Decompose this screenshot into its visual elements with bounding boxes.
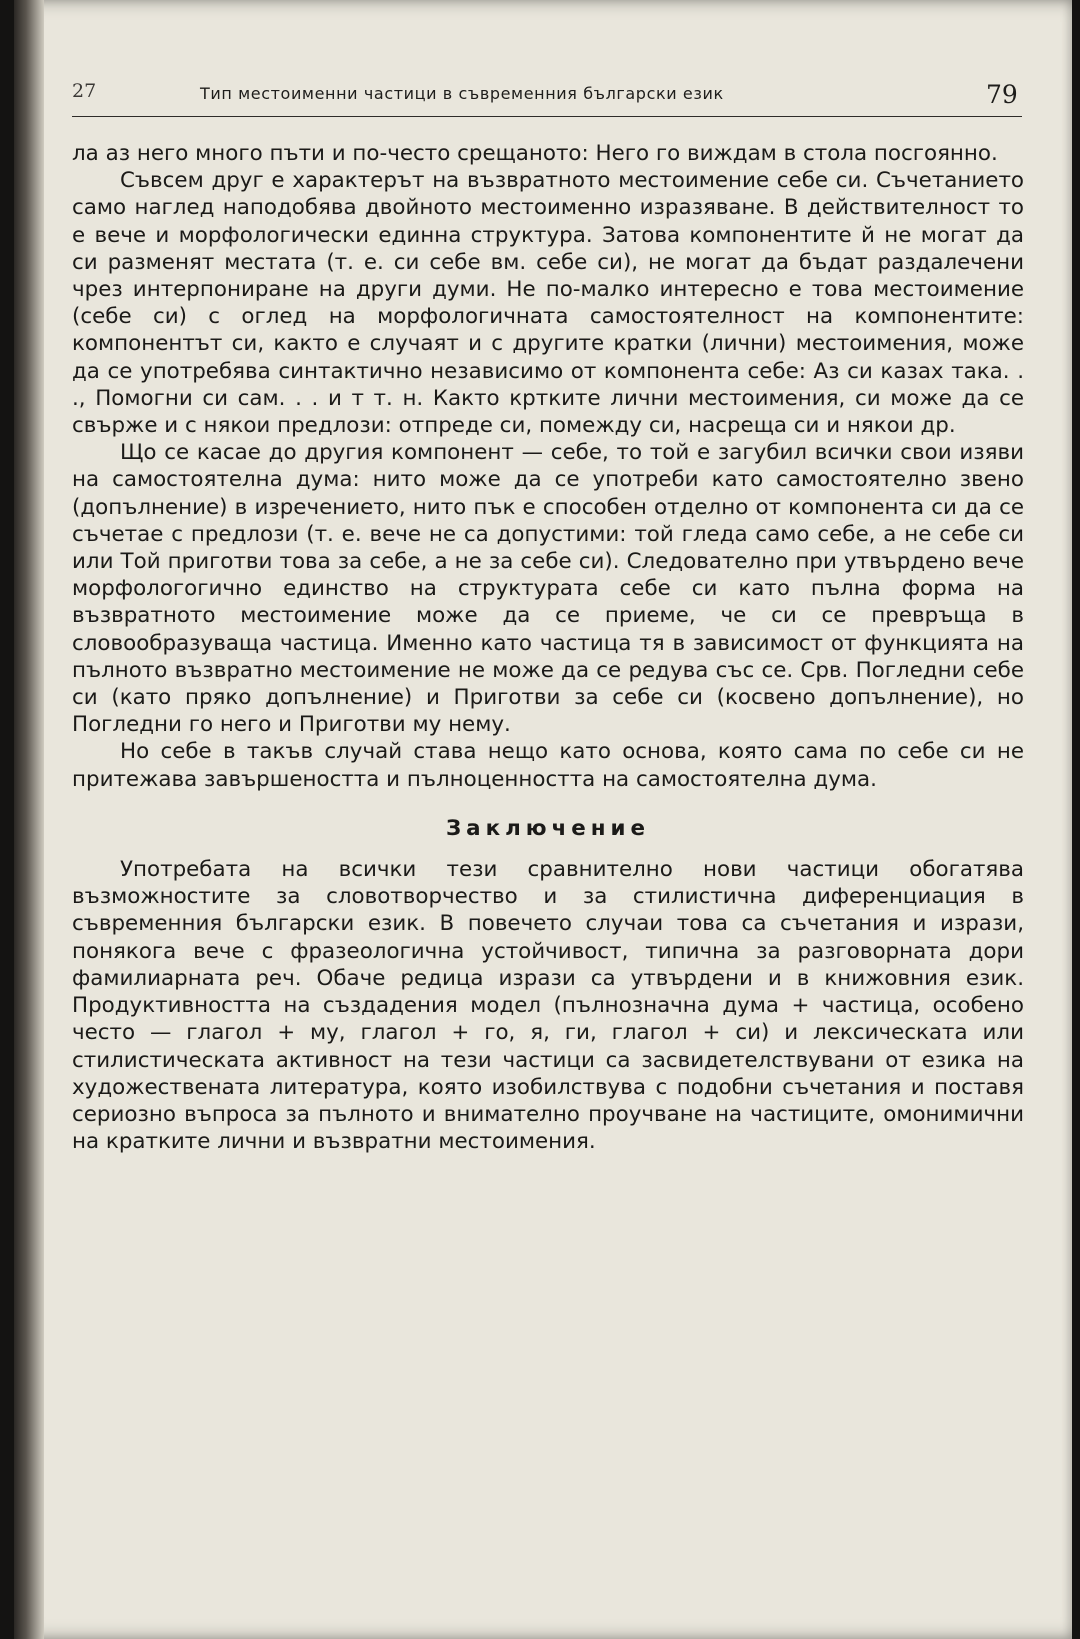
book-spine-shadow [14, 0, 44, 1639]
body-text [72, 140, 1024, 1155]
paragraph: Що се касае до другия компонент — себе, то той е загубил всички свои изяви на самостоятелна дума: нито може да се употреби като самостоятелно звено (допълнение) в изречението, нито пък е способен отделно от компонента си да се съчетае с предлози (т. е. вече не са допустими: той гледа само себе, а не себе си или Той приготви това за себе, а не за себе си). Следователно при утвърдено вече морфологогично единство на структурата себе си като пълна форма на възвратното местоимение може да се приеме, че си се превръща в словообразуваща частица. Именно като частица тя в зависимост от функцията на пълното възвратно местоимение не може да се редува със се. Срв. Погледни себе си (като пряко допълнение) и Приготви за себе си (косвено допълнение), но Погледни го него и Приготви му нему. [72, 440, 1024, 738]
paragraph: ла аз него много пъти и по-често срещаното: Него го виждам в стола посгоянно. [72, 141, 998, 166]
header-rule [72, 116, 1022, 117]
page-header [72, 80, 1022, 114]
paragraph: Но себе в такъв случай става нещо като основа, която сама по себе си не притежава завършеността и пълноценността на самостоятелна дума. [72, 739, 1024, 792]
book-page [14, 0, 1072, 1639]
section-heading: Заключение [445, 815, 651, 841]
page-number: 79 [986, 80, 1018, 109]
paragraph: Съвсем друг е характерът на възвратното местоимение себе си. Съчетанието само наглед наподобява двойното местоименно изразяване. В действителност то е вече и морфологически единна структура. Затова компонентите й не могат да си разменят местата (т. е. си себе вм. себе си), не могат да бъдат раздалечени чрез интерпониране на други думи. Не по-малко интересно е това местоимение (себе си) с оглед на морфологичната самостоятелност на компонентите: компонентът си, както е случаят и с другите кратки (лични) местоимения, може да се употребява синтактично независимо от компонента себе: Аз си казах така. . ., Помогни си сам. . . и т т. н. Както кртките лични местоимения, си може да се свърже и с някои предлози: отпреде си, помежду си, насреща си и някои др. [72, 168, 1024, 439]
left-page-number: 27 [72, 80, 97, 102]
running-title: Тип местоименни частици в съвременния български език [200, 84, 724, 103]
paragraph: Употребата на всички тези сравнително нови частици обогатява възможностите за словотворчество и за стилистична диференциация в съвременния български език. В повечето случаи това са съчетания и изрази, понякога вече с фразеологична устойчивост, типична за разговорната дори фамилиарната реч. Обаче редица изрази са утвърдени и в книжовния език. Продуктивността на създадения модел (пълнозначна дума + частица, особено често — глагол + му, глагол + го, я, ги, глагол + си) и лексическата или стилистическата активност на тези частици са засвидетелствувани от езика на художествената литература, която изобилствува с подобни съчетания и поставя сериозно въпроса за пълното и внимателно проучване на частиците, омонимични на кратките лични и възвратни местоимения. [72, 857, 1024, 1155]
